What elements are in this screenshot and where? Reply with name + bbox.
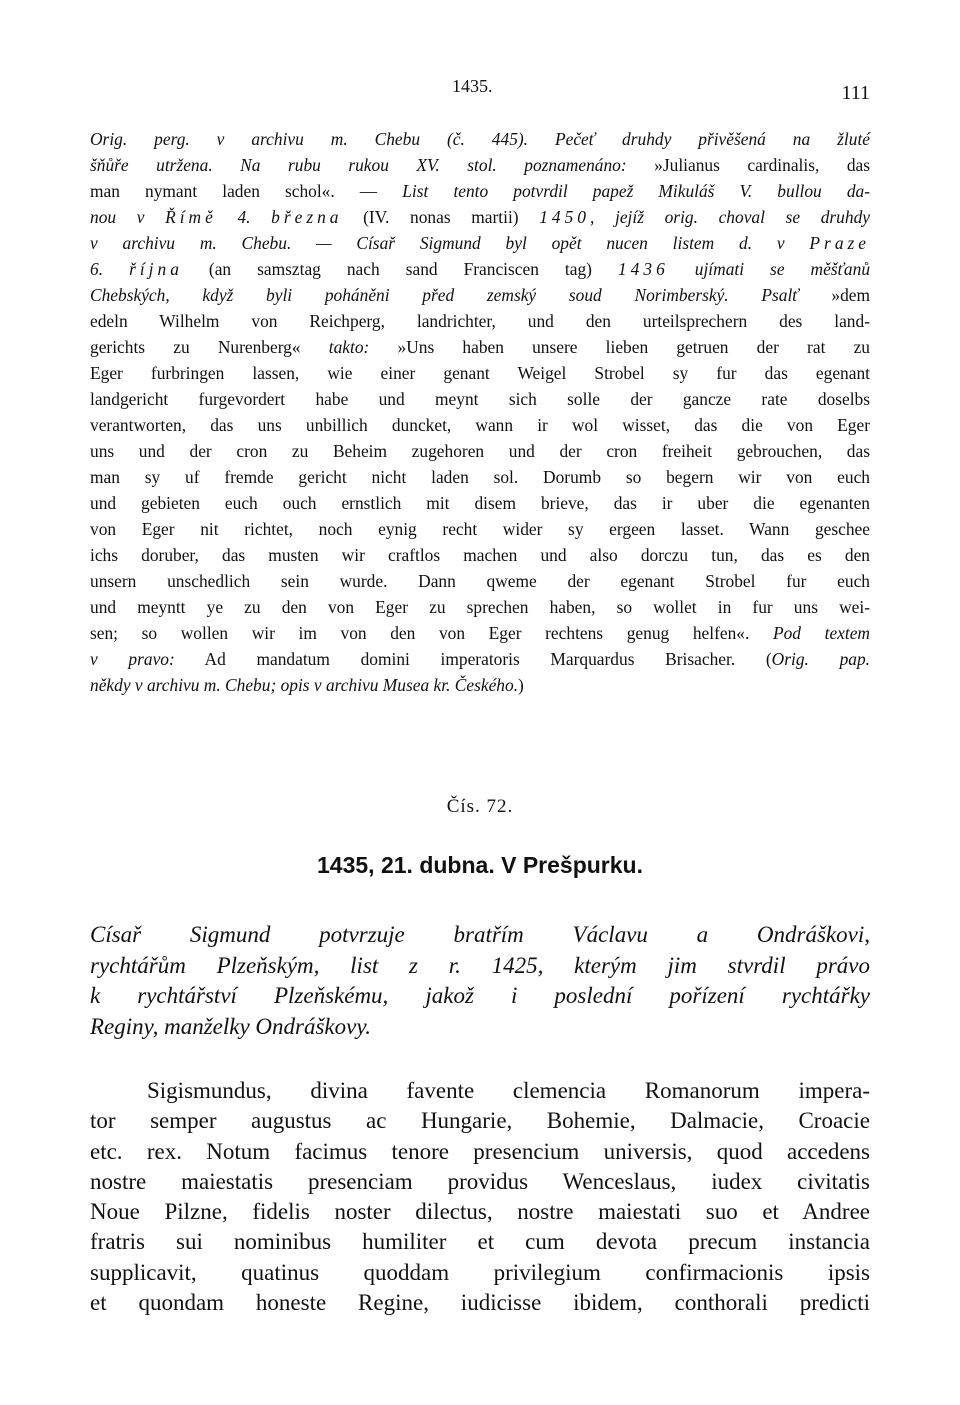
note-line: Orig. perg. v archivu m. Chebu (č. 445). Pečeť druhdy přivěšená na žluté [90, 129, 870, 149]
charter-line: et quondam honeste Regine, iudicisse ibidem, conthorali predicti [90, 1290, 870, 1316]
note-line: šňůře utržena. Na rubu rukou XV. stol. poznamenáno: »Julianus cardinalis, das [90, 155, 871, 175]
note-line: edeln Wilhelm von Reichperg, landrichter, und den urteilsprechern des land- [90, 311, 870, 331]
note-line: und meyntt ye zu den von Eger zu sprechen haben, so wollet in fur uns wei- [90, 597, 870, 617]
note-line: von Eger nit richtet, noch eynig recht wider sy ergeen lasset. Wann geschee [90, 519, 870, 539]
note-line: landgericht furgevordert habe und meynt sich solle der gancze rate doselbs [90, 389, 870, 409]
source-notes [90, 126, 870, 698]
note-line: v pravo: Ad mandatum domini imperatoris Marquardus Brisacher. (Orig. pap. [90, 649, 871, 669]
note-line: v archivu m. Chebu. — Císař Sigmund byl opět nucen listem d. v Praze [90, 233, 870, 253]
charter-text [90, 1076, 870, 1318]
regest-line: Císař Sigmund potvrzuje bratřím Václavu a Ondráškovi, [90, 922, 870, 947]
note-line: někdy v archivu m. Chebu; opis v archivu Musea kr. Českého.) [90, 675, 524, 695]
note-line: uns und der cron zu Beheim zugehoren und der cron freiheit gebrouchen, das [90, 441, 870, 461]
charter-line: etc. rex. Notum facimus tenore presencium universis, quod accedens [90, 1138, 870, 1164]
note-line: ichs doruber, das musten wir craftlos machen und also dorczu tun, das es den [90, 545, 870, 565]
note-line: Chebských, když byli poháněni před zemský soud Norimberský. Psalť »dem [90, 285, 871, 305]
document-number: Čís. 72. [446, 796, 514, 817]
note-line: verantworten, das uns unbillich duncket, wann ir wol wisset, das die von Eger [90, 415, 870, 435]
note-line: nou v Římě 4. března (IV. nonas martii) 1450, jejíž orig. choval se druhdy [90, 207, 870, 227]
note-line: man sy uf fremde gericht nicht laden sol. Dorumb so begern wir von euch [90, 467, 870, 487]
note-line: 6. října (an samsztag nach sand Franciscen tag) 1436 ujímati se měšťanů [90, 259, 871, 279]
charter-line: Sigismundus, divina favente clemencia Romanorum impera- [147, 1078, 870, 1103]
note-line: Eger furbringen lassen, wie einer genant Weigel Strobel sy fur das egenant [90, 363, 870, 383]
charter-line: Noue Pilzne, fidelis noster dilectus, nostre maiestati suo et Andree [90, 1199, 870, 1225]
charter-line: nostre maiestatis presenciam providus Wenceslaus, iudex civitatis [90, 1168, 870, 1194]
note-line: unsern unschedlich sein wurde. Dann qweme der egenant Strobel fur euch [90, 571, 870, 591]
header-year: 1435. [452, 76, 493, 96]
charter-line: supplicavit, quatinus quoddam privilegium confirmacionis ipsis [90, 1259, 870, 1285]
note-line: sen; so wollen wir im von den von Eger rechtens genug helfen«. Pod textem [90, 623, 870, 643]
regest-line: Reginy, manželky Ondráškovy. [90, 1013, 372, 1039]
regest-summary [90, 920, 870, 1042]
regest-line: rychtářům Plzeňským, list z r. 1425, kterým jim stvrdil právo [90, 952, 870, 978]
charter-line: fratris sui nominibus humiliter et cum devota precum instancia [90, 1229, 870, 1255]
running-head [0, 76, 960, 106]
regest-line: k rychtářství Plzeňskému, jakož i poslední pořízení rychtářky [90, 983, 870, 1008]
document-date-place: 1435, 21. dubna. V Prešpurku. [317, 852, 643, 878]
note-line: gerichts zu Nurenberg« takto: »Uns haben unsere lieben getruen der rat zu [90, 337, 870, 357]
note-line: man nymant laden schol«. — List tento potvrdil papež Mikuláš V. bullou da- [90, 181, 870, 201]
charter-line: tor semper augustus ac Hungarie, Bohemie, Dalmacie, Croacie [90, 1108, 870, 1134]
note-line: und gebieten euch ouch ernstlich mit disem brieve, das ir uber die egenanten [90, 493, 870, 513]
page-number: 111 [841, 82, 870, 104]
